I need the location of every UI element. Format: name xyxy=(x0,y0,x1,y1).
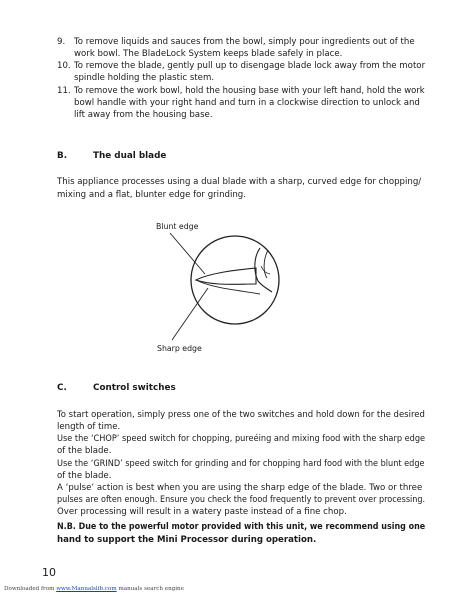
section-c-title: Control switches xyxy=(93,383,176,393)
section-c-line-4: of the blade. xyxy=(57,446,112,456)
blunt-edge-label: Blunt edge xyxy=(156,222,199,231)
section-c-line-3: Use the ‘CHOP’ speed switch for chopping, pureéing and mixing food with the sharp edge xyxy=(57,434,426,444)
step-11-number: 11. xyxy=(57,86,71,96)
magnifier-circle xyxy=(191,236,279,324)
step-9-number: 9. xyxy=(57,37,66,47)
blade-stem-inner xyxy=(264,250,268,278)
footer-prefix: Downloaded from xyxy=(4,586,57,592)
sharp-edge-label: Sharp edge xyxy=(157,344,202,353)
section-c-line-1: To start operation, simply press one of the two switches and hold down for the desired xyxy=(57,410,425,420)
section-c-line-6: of the blade. xyxy=(57,471,112,481)
section-b-title: The dual blade xyxy=(93,151,167,161)
step-9-line-1: To remove liquids and sauces from the bowl, simply pour ingredients out of the xyxy=(74,37,415,47)
step-10-number: 10. xyxy=(57,61,71,71)
blade-stem-tip xyxy=(261,266,270,274)
step-10-line-2: spindle holding the plastic stem. xyxy=(74,73,215,83)
step-11-line-2: bowl handle with your right hand and turn in a clockwise direction to unlock and xyxy=(74,98,420,108)
note-line-2: hand to support the Mini Processor during operation. xyxy=(57,535,317,545)
section-c-letter: C. xyxy=(57,383,67,393)
blade-shape xyxy=(196,268,256,284)
section-b-para-line-1: This appliance processes using a dual blade with a sharp, curved edge for chopping/ xyxy=(57,177,422,187)
dual-blade-diagram xyxy=(150,218,290,358)
section-c-line-9: Over processing will result in a watery paste instead of a fine chop. xyxy=(57,507,347,517)
section-c-line-2: length of time. xyxy=(57,422,121,432)
step-9-line-2: work bowl. The BladeLock System keeps blade safely in place. xyxy=(74,49,343,59)
section-c-line-5: Use the ‘GRIND’ speed switch for grinding and for chopping hard food with the blunt edge xyxy=(57,459,425,469)
step-10-line-1: To remove the blade, gently pull up to disengage blade lock away from the motor xyxy=(74,61,426,71)
step-11-line-1: To remove the work bowl, hold the housing base with your left hand, hold the work xyxy=(74,86,425,96)
section-b-letter: B. xyxy=(57,151,68,161)
section-c-line-8: pulses are often enough. Ensure you check the food frequently to prevent over processing. xyxy=(57,495,426,505)
sharp-edge-leader-line xyxy=(172,288,208,340)
download-footer xyxy=(4,586,184,592)
footer-link[interactable]: www.Manualslib.com xyxy=(56,586,117,592)
section-b-para-line-2: mixing and a flat, blunter edge for grinding. xyxy=(57,190,246,200)
section-c-line-7: A ‘pulse’ action is best when you are using the sharp edge of the blade. Two or three xyxy=(57,483,423,493)
note-line-1: N.B. Due to the powerful motor provided with this unit, we recommend using one xyxy=(57,522,426,532)
footer-suffix: manuals search engine xyxy=(116,586,184,592)
step-11-line-3: lift away from the housing base. xyxy=(74,110,213,120)
page-number: 10 xyxy=(42,566,56,579)
